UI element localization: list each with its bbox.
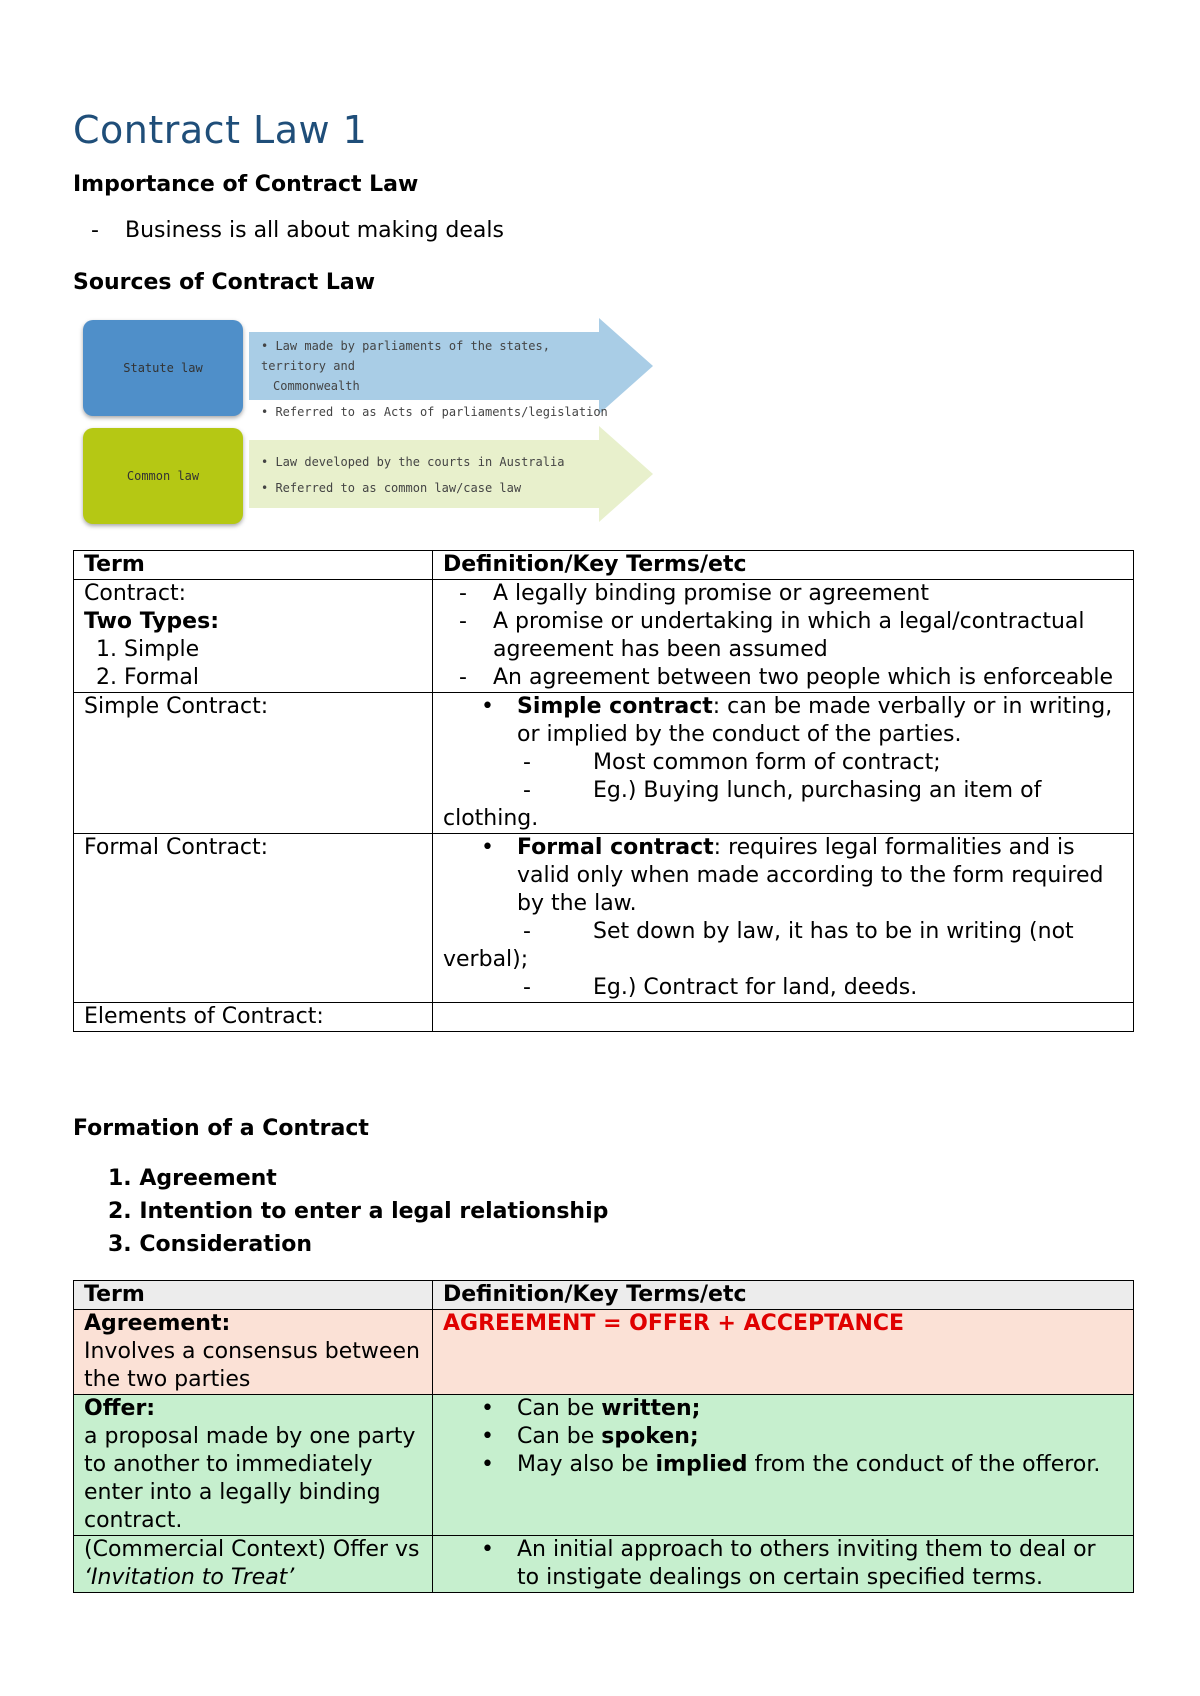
offer-term-cell: Offer: a proposal made by one party to another to immediately enter into a legally binding contract. <box>74 1395 433 1536</box>
list-item: 2. Intention to enter a legal relationship <box>108 1199 609 1224</box>
common-description: • Law developed by the courts in Australia • Referred to as common law/case law <box>261 455 565 495</box>
sources-heading: Sources of Contract Law <box>73 270 376 295</box>
sources-diagram <box>83 318 653 528</box>
importance-heading: Importance of Contract Law <box>73 172 419 197</box>
list-item: - A promise or undertaking in which a legal/contractual agreement has been assumed <box>451 608 1123 664</box>
list-item: 1. Agreement <box>108 1166 277 1191</box>
table-row <box>74 1536 1134 1593</box>
formal-contract-definition: • Formal contract: requires legal formalities and is valid only when made according to the form required by the law. - Set down by law, it has to be in writing (not verbal); - Eg.) Contract for land, deeds. <box>433 834 1134 1003</box>
header-term: Term <box>74 1281 433 1310</box>
table-row <box>74 834 1134 1003</box>
list-item: - An agreement between two people which is enforceable <box>451 664 1123 692</box>
statute-law-box: Statute law <box>83 320 243 416</box>
list-item: • An initial approach to others inviting them to deal or to instigate dealings on certain specified terms. <box>481 1536 1123 1592</box>
table-header-row <box>74 1281 1134 1310</box>
common-law-box: Common law <box>83 428 243 524</box>
document-title: Contract Law 1 <box>73 108 368 152</box>
offer-definition-cell <box>433 1395 1134 1536</box>
table-row <box>74 1310 1134 1395</box>
agreement-term-cell: Agreement: Involves a consensus between the two parties <box>74 1310 433 1395</box>
contract-definition-cell <box>433 580 1134 693</box>
header-definition: Definition/Key Terms/etc <box>433 1281 1134 1310</box>
list-item: • May also be implied from the conduct of the offeror. <box>481 1451 1123 1479</box>
list-item: • Can be written; <box>481 1395 1123 1423</box>
agreement-definition-cell: AGREEMENT = OFFER + ACCEPTANCE <box>433 1310 1134 1395</box>
formal-contract-term: Formal Contract: <box>74 834 433 1003</box>
formation-table <box>73 1280 1134 1593</box>
list-item: • Can be spoken; <box>481 1423 1123 1451</box>
table-row <box>74 1395 1134 1536</box>
statute-description: • Law made by parliaments of the states, territory and Commonwealth • Referred to as Acts of parliaments/legislation <box>261 339 608 419</box>
commercial-term-cell: (Commercial Context) Offer vs ‘Invitation to Treat’ <box>74 1536 433 1593</box>
formation-list <box>108 1162 608 1261</box>
simple-contract-definition: • Simple contract: can be made verbally or in writing, or implied by the conduct of the parties. - Most common form of contract; - Eg.) Buying lunch, purchasing an item of clothing. <box>433 693 1134 834</box>
elements-definition <box>433 1003 1134 1032</box>
contract-term-cell: Contract: Two Types: 1. Simple 2. Formal <box>74 580 433 693</box>
table-row <box>74 580 1134 693</box>
list-item: 2. Formal <box>124 664 422 692</box>
list-item: - A legally binding promise or agreement <box>451 580 1123 608</box>
list-item: 3. Consideration <box>108 1232 313 1257</box>
header-definition: Definition/Key Terms/etc <box>433 551 1134 580</box>
commercial-definition-cell <box>433 1536 1134 1593</box>
simple-contract-term: Simple Contract: <box>74 693 433 834</box>
importance-bullet: - Business is all about making deals <box>91 218 504 243</box>
formation-heading: Formation of a Contract <box>73 1116 369 1141</box>
table-row <box>74 1003 1134 1032</box>
table-header-row <box>74 551 1134 580</box>
table-row <box>74 693 1134 834</box>
header-term: Term <box>74 551 433 580</box>
elements-term: Elements of Contract: <box>74 1003 433 1032</box>
list-item: 1. Simple <box>124 636 422 664</box>
contract-types-table <box>73 550 1134 1032</box>
